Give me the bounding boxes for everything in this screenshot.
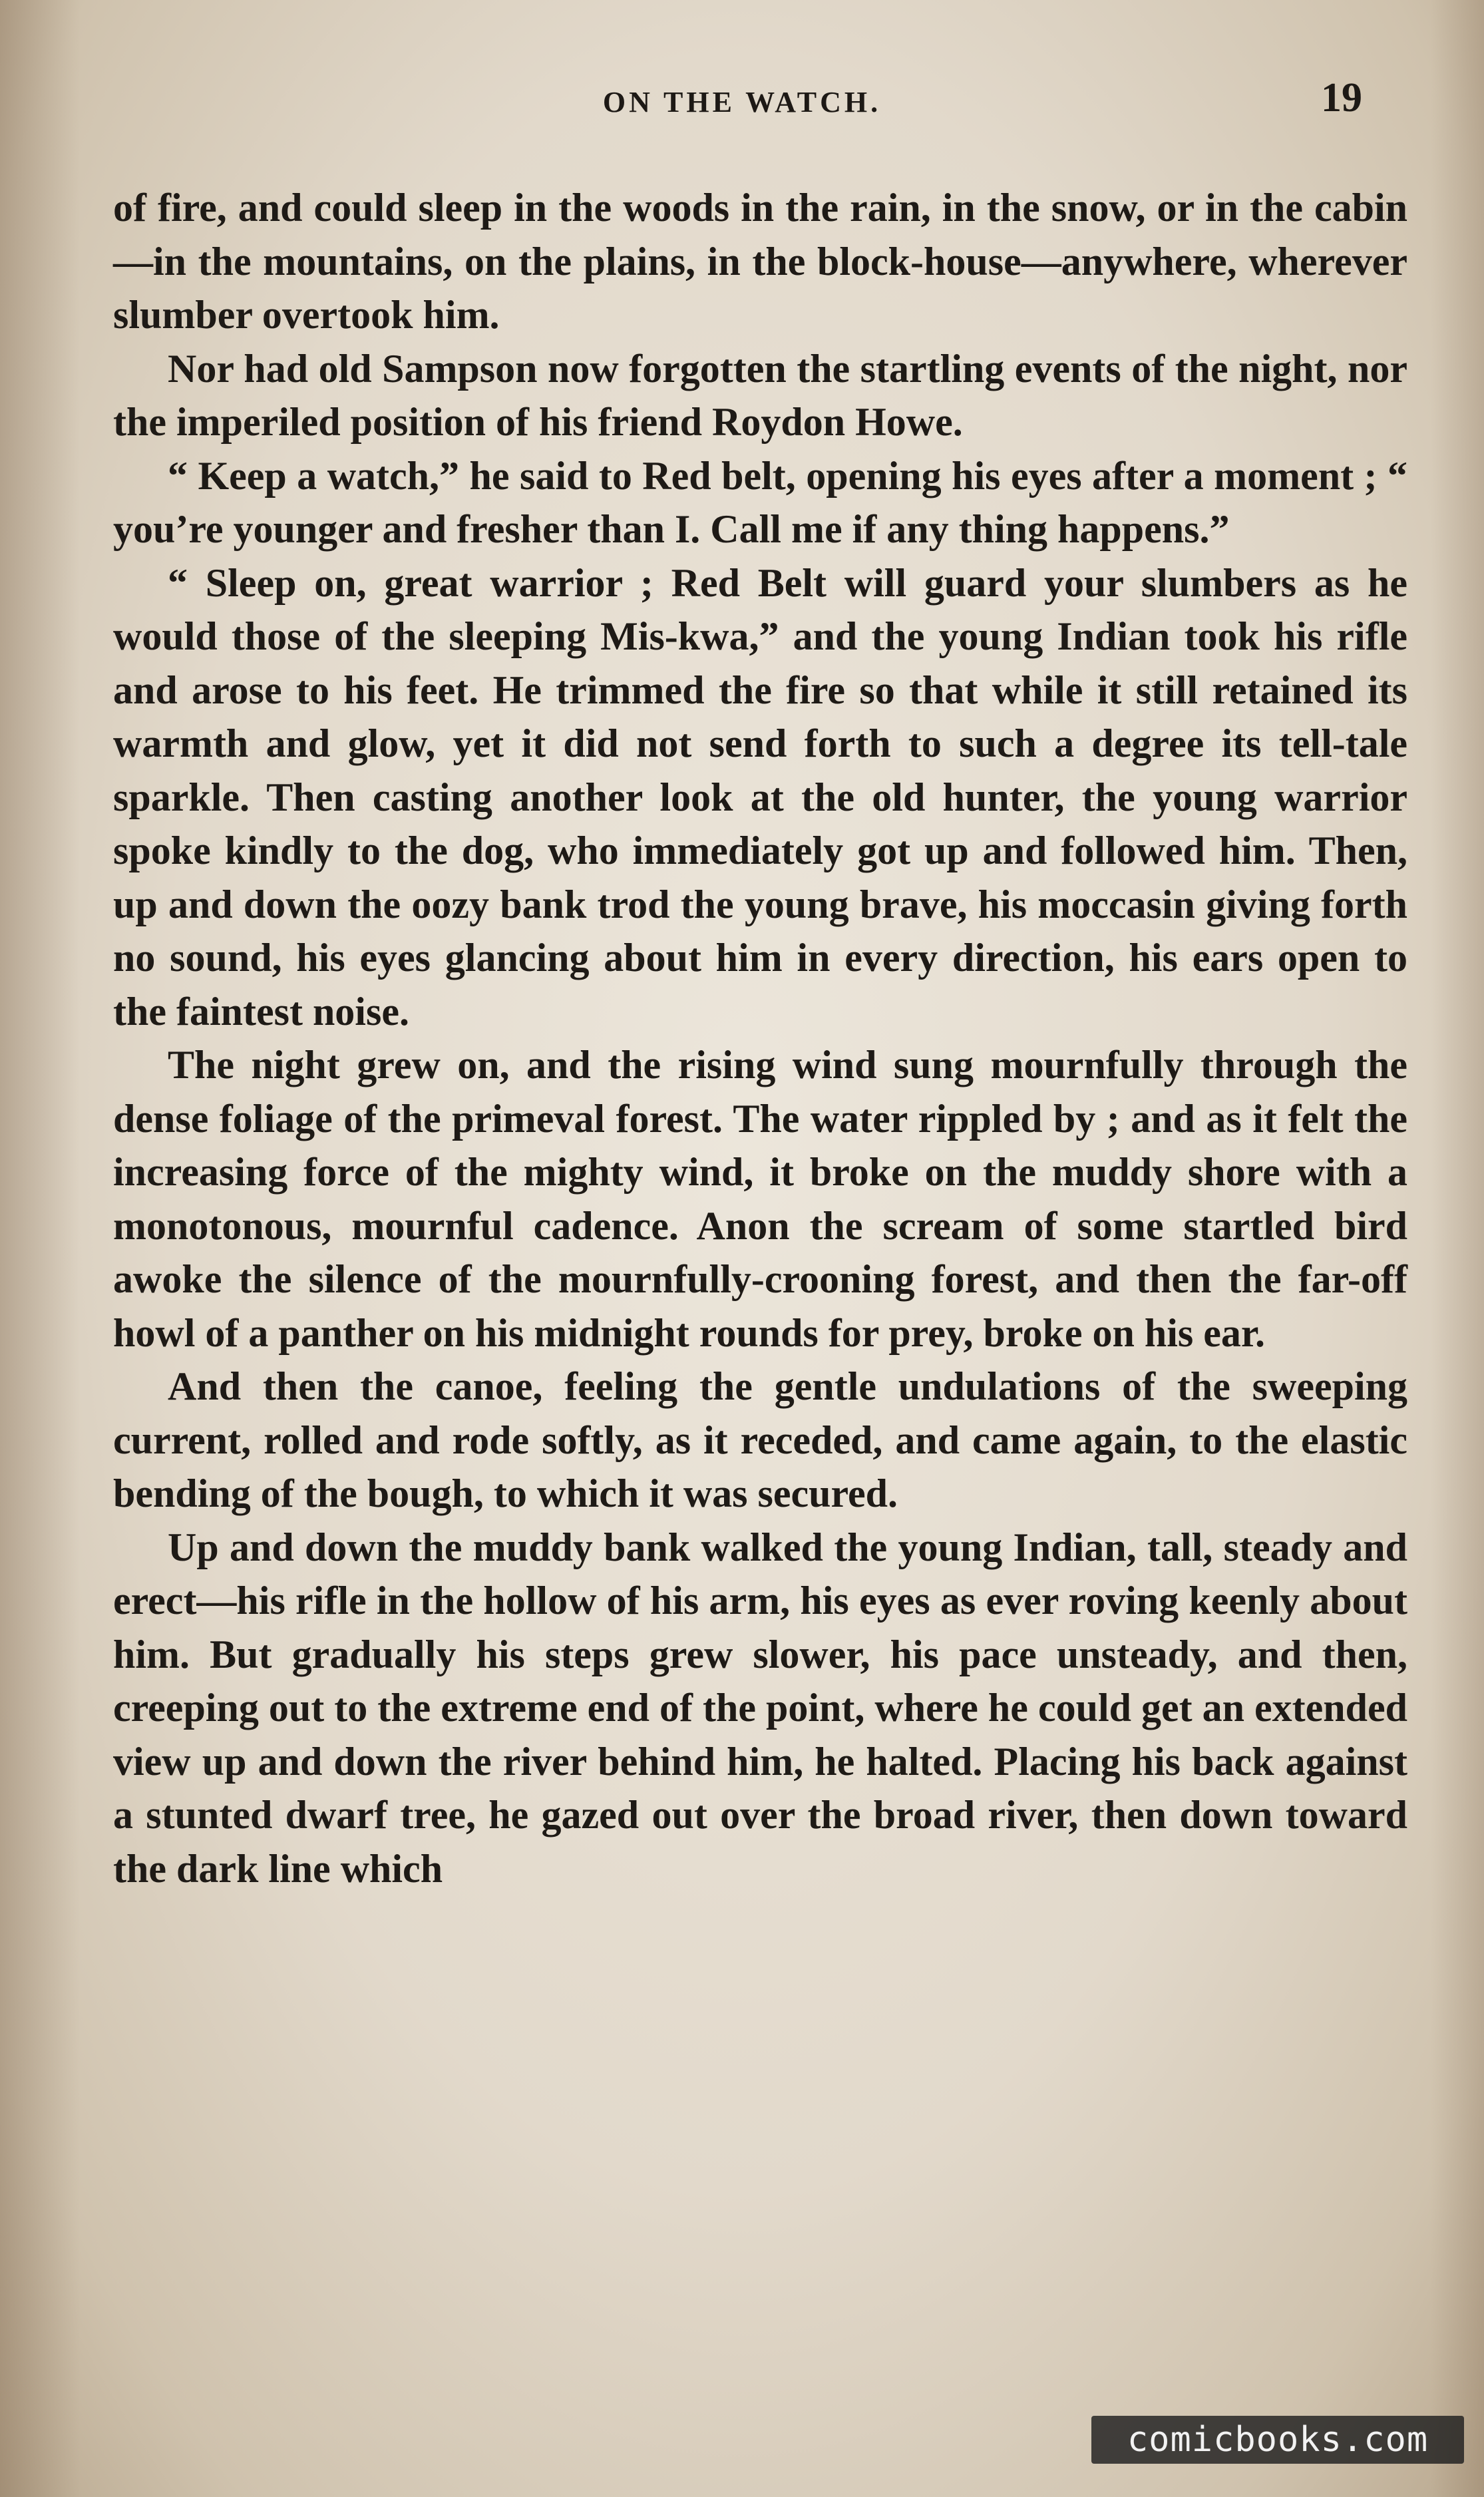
paragraph: of fire, and could sleep in the woods in the rain, in the snow, or in the cabin—in the mountains, on the plains, in the block-house—anywhere, wherever slumber overtook him. [113, 186, 1407, 337]
page-number: 19 [1321, 75, 1362, 120]
page-edge-shadow [1431, 0, 1484, 2497]
site-watermark: comicbooks.com [1091, 2416, 1464, 2464]
paragraph: Nor had old Sampson now forgotten the startling events of the night, nor the imperiled position of his friend Roydon Howe. [113, 346, 1407, 444]
paragraph: Up and down the muddy bank walked the young Indian, tall, steady and erect—his rifle in the hollow of his arm, his eyes as ever roving keenly about him. But gradually his steps grew slower, his pace unsteady, and then, creeping out to the extreme end of the point, where he could get an extended view up and down the river behind him, he halted. Placing his back against a stunted dwarf tree, he gazed out over the broad river, then down toward the dark line which [113, 1525, 1407, 1891]
page-gutter-shadow [0, 0, 80, 2497]
paragraph: “ Keep a watch,” he said to Red belt, opening his eyes after a moment ; “ you’re younger and fresher than I. Call me if any thing happens.” [113, 453, 1407, 551]
body-text [113, 181, 1407, 1895]
paragraph: “ Sleep on, great warrior ; Red Belt will guard your slumbers as he would those of the sleeping Mis-kwa,” and the young Indian took his rifle and arose to his feet. He trimmed the fire so that while it still retained its warmth and glow, yet it did not send forth to such a degree its tell-tale sparkle. Then casting another look at the old hunter, the young warrior spoke kindly to the dog, who immediately got up and followed him. Then, up and down the oozy bank trod the young brave, his moccasin giving forth no sound, his eyes glancing about him in every direction, his ears open to the faintest noise. [113, 560, 1407, 1034]
paragraph: The night grew on, and the rising wind sung mournfully through the dense foliage of the primeval forest. The water rippled by ; and as it felt the increasing force of the mighty wind, it broke on the muddy shore with a monotonous, mournful cadence. Anon the scream of some startled bird awoke the silence of the mournfully-crooning forest, and then the far-off howl of a panther on his midnight rounds for prey, broke on his ear. [113, 1043, 1407, 1355]
paragraph: And then the canoe, feeling the gentle undulations of the sweeping current, rolled and rode softly, as it receded, and came again, to the elastic bending of the bough, to which it was secured. [113, 1364, 1407, 1515]
running-title: ON THE WATCH. [602, 86, 882, 118]
